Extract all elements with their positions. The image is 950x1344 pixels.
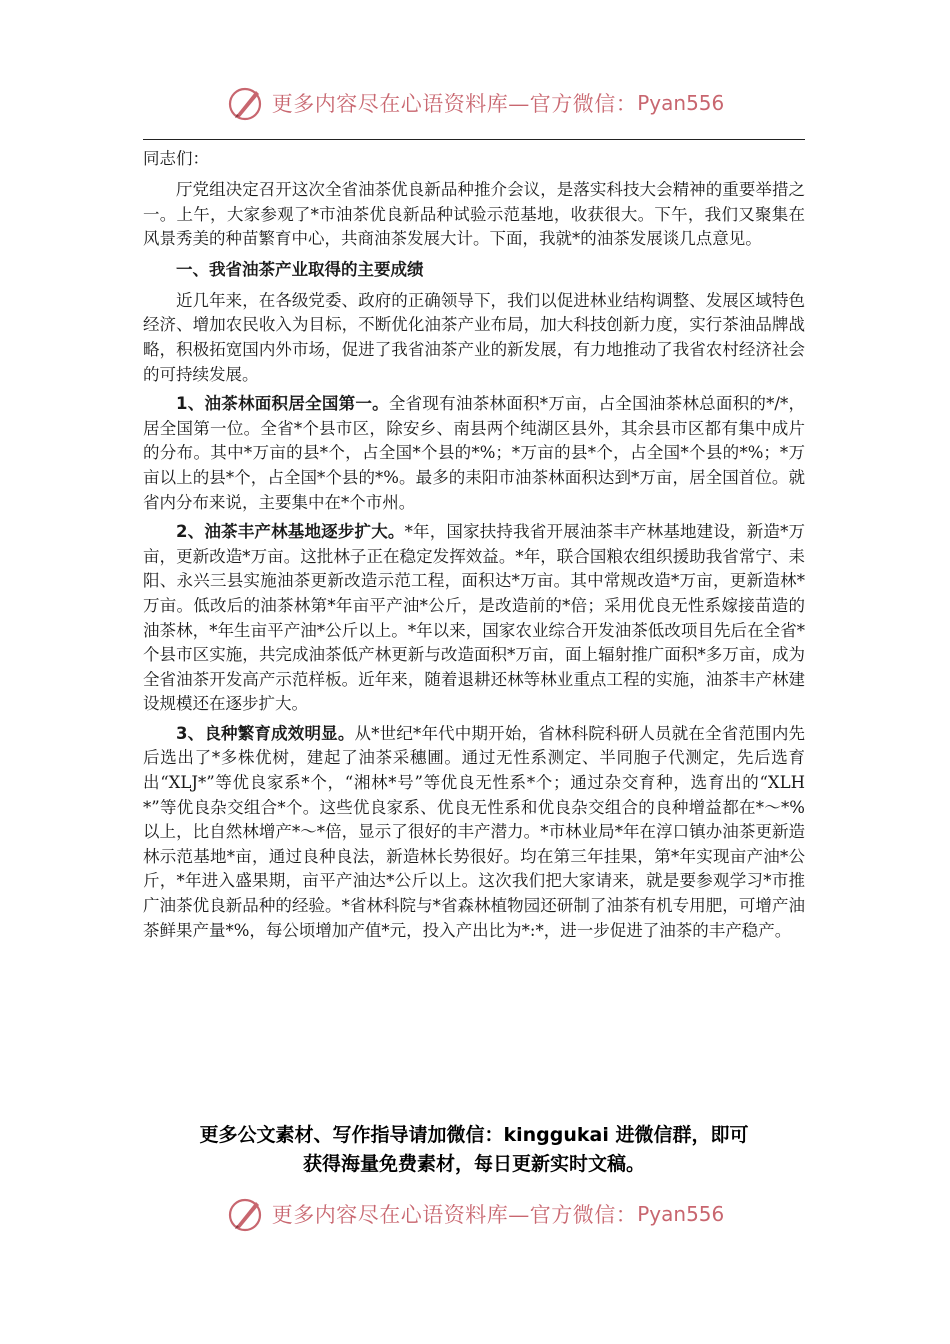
footer-banner-handle: Pyan556 — [637, 1202, 725, 1226]
item-2-lead: 2、油茶丰产林基地逐步扩大。 — [176, 522, 405, 542]
intro-paragraph: 厅党组决定召开这次全省油茶优良新品种推介会议，是落实科技大会精神的重要举措之一。上午，大家参观了*市油茶优良新品种试验示范基地，收获很大。下午，我们又聚集在风景秀美的种苗繁育中心，共商油茶发展大计。下面，我就*的油茶发展谈几点意见。 — [143, 180, 805, 249]
header-banner-handle: Pyan556 — [637, 91, 725, 115]
item-2-text: *年，国家扶持我省开展油茶丰产林基地建设，新造*万亩，更新改造*万亩。这批林子正在稳定发挥效益。*年，联合国粮农组织援助我省常宁、耒阳、永兴三县实施油茶更新改造示范工程，面积达*万亩。其中常规改造*万亩，更新造林*万亩。低改后的油茶林第*年亩平产油*公斤，是改造前的*倍；采用优良无性系嫁接苗造的油茶林，*年生亩平产油*公斤以上。*年以来，国家农业综合开发油茶低改项目先后在全省*个县市区实施，共完成油茶低产林更新与改造面积*万亩，面上辐射推广面积*多万亩，成为全省油茶开发高产示范样板。近年来，随着退耕还林等林业重点工程的实施，油茶丰产林建设规模还在逐步扩大。 — [143, 522, 806, 714]
promo-notice — [143, 1121, 805, 1179]
header-banner-text: 更多内容尽在心语资料库—官方微信： — [271, 92, 638, 116]
header-banner — [0, 78, 950, 128]
greeting: 同志们： — [143, 149, 209, 168]
item-1-lead: 1、油茶林面积居全国第一。 — [176, 394, 389, 414]
section-intro-paragraph: 近几年来，在各级党委、政府的正确领导下，我们以促进林业结构调整、发展区域特色经济、增加农民收入为目标，不断优化油茶产业布局，加大科技创新力度，实行茶油品牌战略，积极拓宽国内外市场，促进了我省油茶产业的新发展，有力地推动了我省农村经济社会的可持续发展。 — [143, 290, 805, 384]
item-3-text: 从*世纪*年代中期开始，省林科院科研人员就在全省范围内先后选出了*多株优树，建起了油茶采穗圃。通过无性系测定、半同胞子代测定，先后选育出“XLJ*”等优良家系*个，“湘林*号”等优良无性系*个；通过杂交育种，选育出的“XLH*”等优良杂交组合*个。这些优良家系、优良无性系和优良杂交组合的良种增益都在*～*%以上，比自然林增产*～*倍，显示了很好的丰产潜力。*市林业局*年在淳口镇办油茶更新造林示范基地*亩，通过良种良法，新造林长势很好。均在第三年挂果，第*年实现亩产油*公斤，*年进入盛果期，亩平产油达*公斤以上。这次我们把大家请来，就是要参观学习*市推广油茶优良新品种的经验。*省林科院与*省森林植物园还研制了油茶有机专用肥，可增产油茶鲜果产量*%，每公顷增加产值*元，投入产出比为*:*，进一步促进了油茶的丰产稳产。 — [143, 723, 806, 940]
item-1-paragraph — [143, 392, 805, 515]
item-2-paragraph — [143, 520, 805, 717]
promo-line-2: 获得海量免费素材，每日更新实时文稿。 — [302, 1153, 645, 1175]
pen-logo-icon — [226, 83, 266, 123]
item-3-paragraph — [143, 722, 805, 943]
footer-banner-text: 更多内容尽在心语资料库—官方微信： — [271, 1203, 638, 1227]
section-heading: 一、我省油茶产业取得的主要成绩 — [176, 259, 424, 279]
header-divider — [143, 139, 805, 140]
pen-logo-icon — [226, 1194, 266, 1234]
document-body — [143, 146, 805, 948]
item-3-lead: 3、良种繁育成效明显。 — [176, 723, 355, 743]
promo-line-1: 更多公文素材、写作指导请加微信：kinggukai 进微信群，即可 — [199, 1124, 749, 1146]
footer-banner — [0, 1189, 950, 1239]
item-1-text: 全省现有油茶林面积*万亩，占全国油茶林总面积的*/*，居全国第一位。全省*个县市区，除安乡、南县两个纯湖区县外，其余县市区都有集中成片的分布。其中*万亩的县*个，占全国*个县的*%；*万亩的县*个，占全国*个县的*%；*万亩以上的县*个，占全国*个县的*%。最多的耒阳市油茶林面积达到*万亩，居全国首位。就省内分布来说，主要集中在*个市州。 — [143, 394, 805, 512]
